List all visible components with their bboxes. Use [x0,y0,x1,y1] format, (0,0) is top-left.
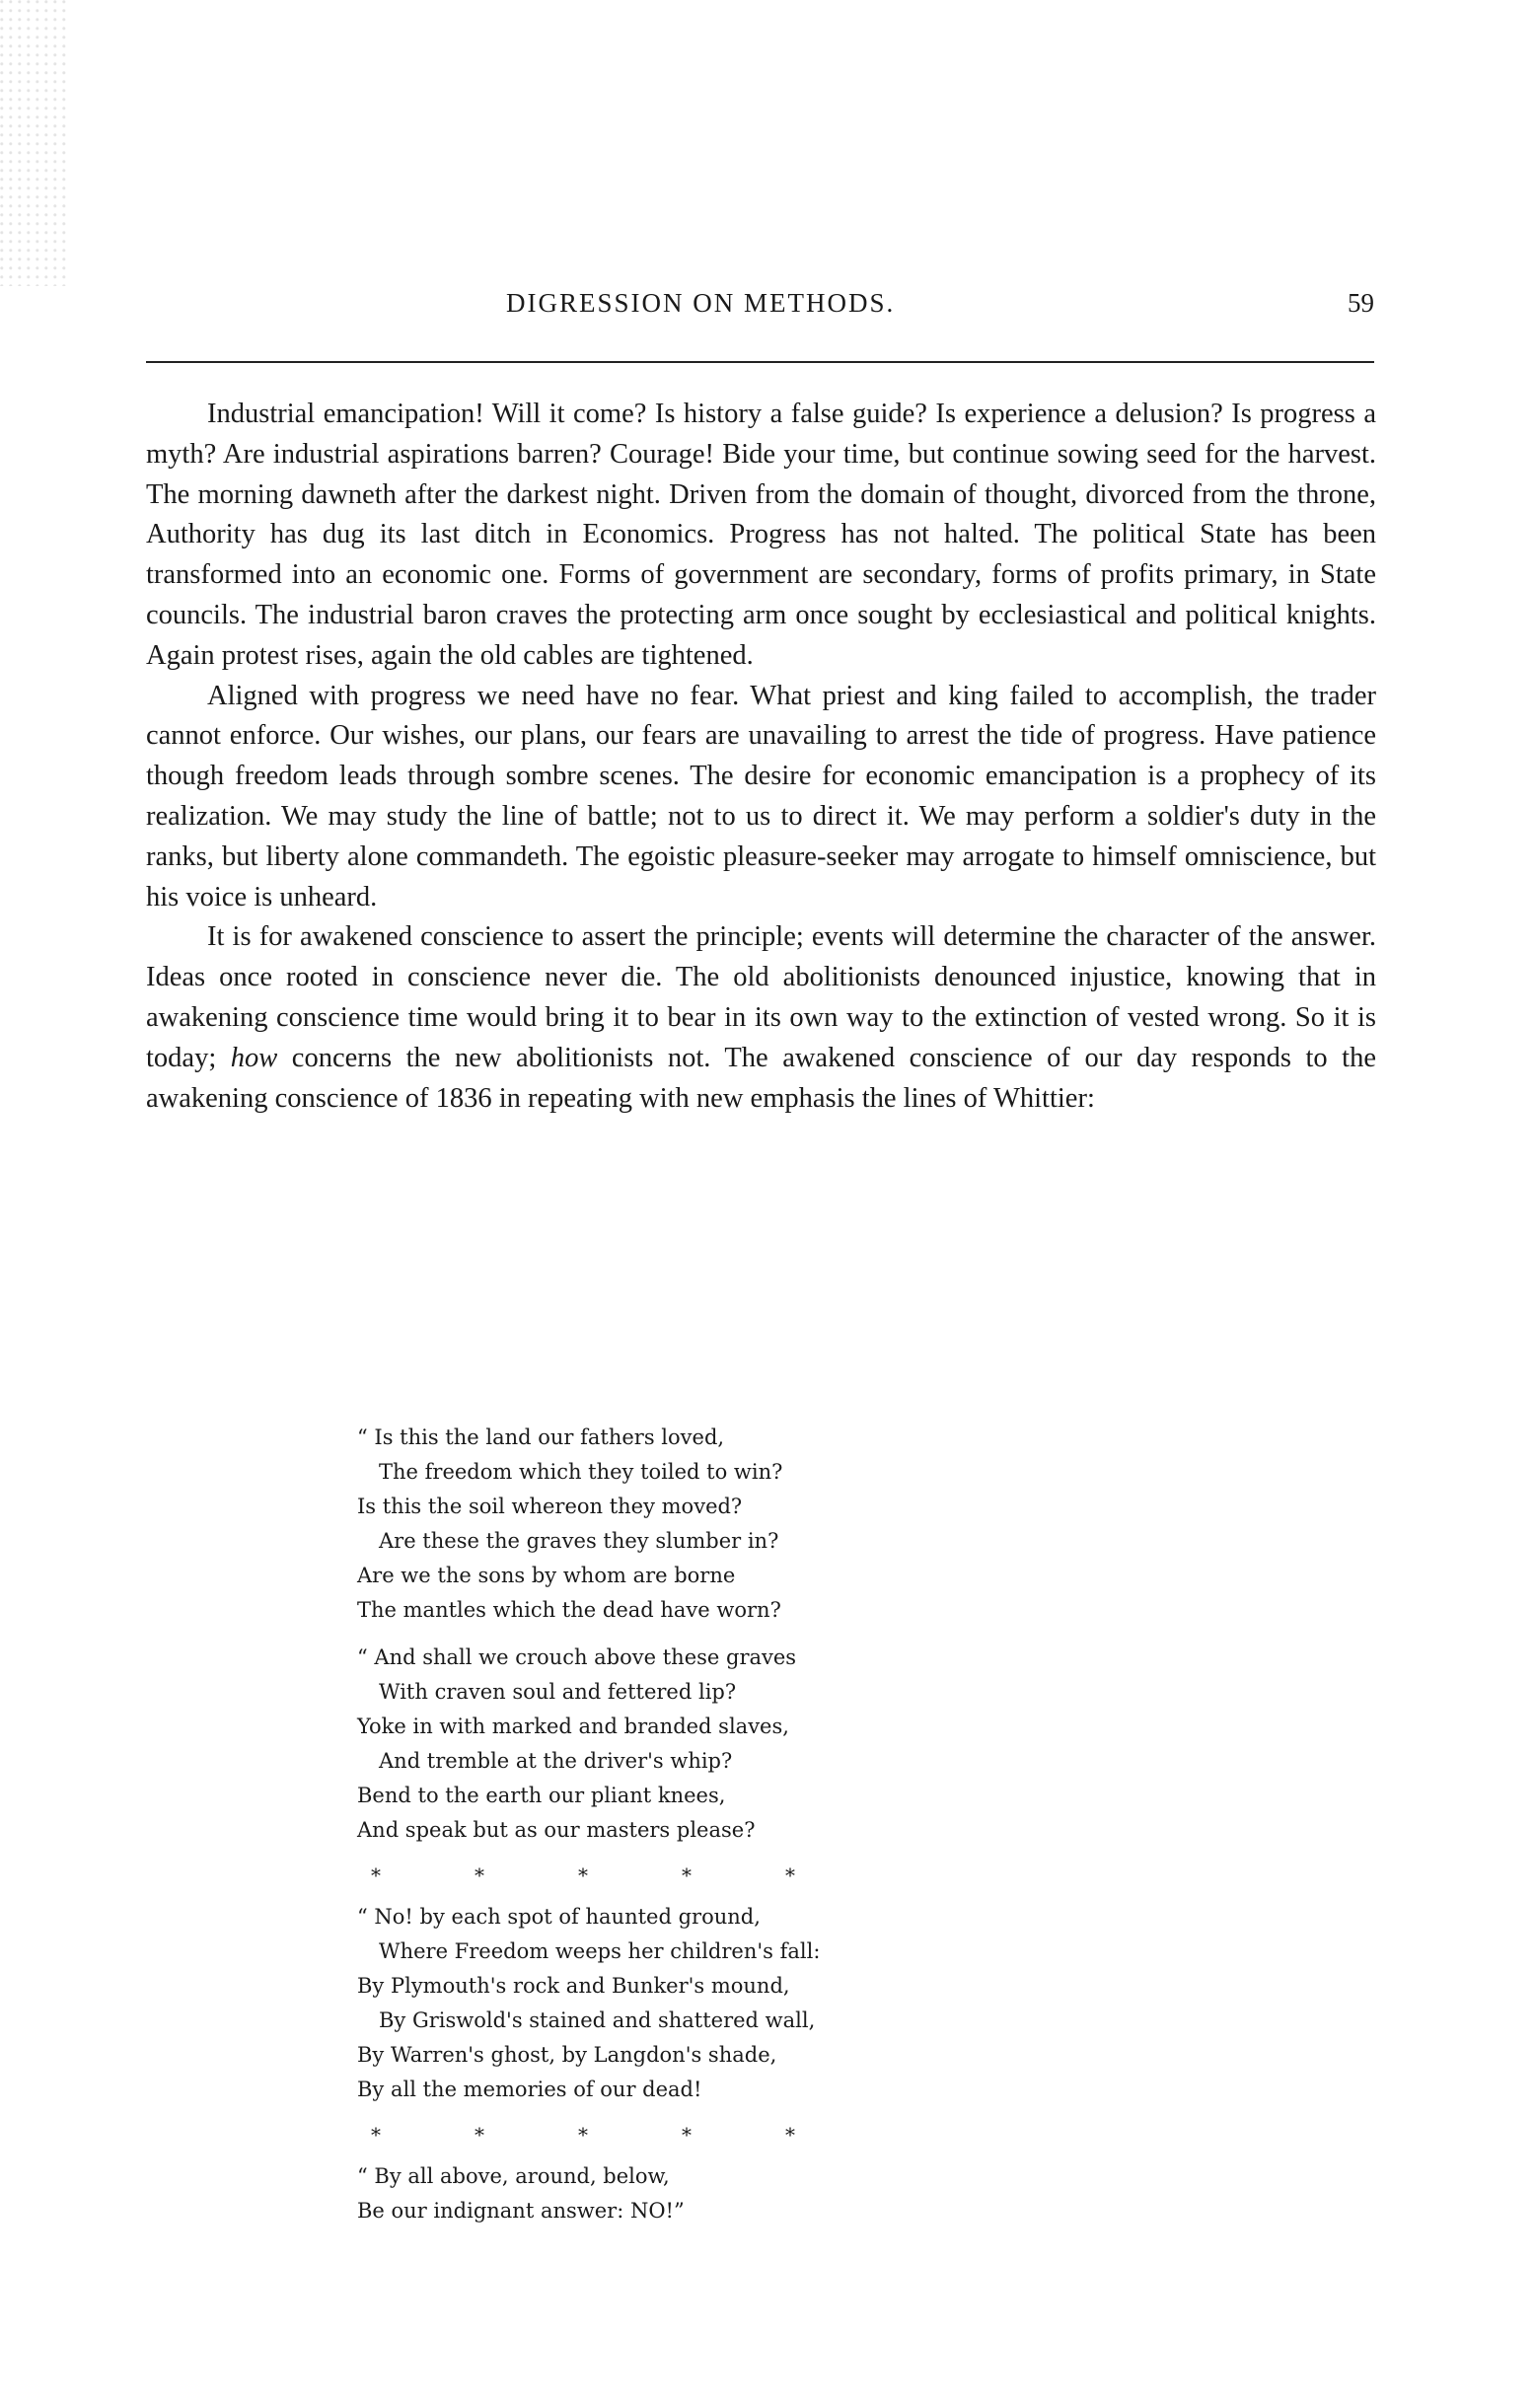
poem-line: Are these the graves they slumber in? [379,1529,779,1553]
star-glyph: * [475,1863,484,1887]
poem-line: Yoke in with marked and branded slaves, [357,1715,789,1738]
poem-line: And speak but as our masters please? [357,1818,756,1842]
scan-noise [0,0,69,286]
stanza-2 [357,1641,820,1848]
poem-line: Be our indignant answer: NO!” [357,2199,685,2223]
paragraph-3 [146,917,1376,1119]
ellipsis-stars [357,1861,795,1890]
chapter-title: DIGRESSION ON METHODS. [506,288,896,318]
poem-line: Where Freedom weeps her children's fall: [379,1939,821,1963]
stanza-3 [357,1900,820,2107]
whittier-poem [357,1421,820,2241]
poem-line: “ And shall we crouch above these graves [357,1645,797,1669]
poem-line: “ No! by each spot of haunted ground, [357,1905,761,1929]
star-glyph: * [785,2123,795,2147]
star-glyph: * [371,1863,381,1887]
star-glyph: * [475,2123,484,2147]
stanza-1 [357,1421,820,1628]
poem-line: The freedom which they toiled to win? [379,1460,783,1484]
star-glyph: * [371,2123,381,2147]
poem-line: By Plymouth's rock and Bunker's mound, [357,1974,790,1998]
poem-line: Bend to the earth our pliant knees, [357,1784,726,1807]
star-glyph: * [682,1863,692,1887]
poem-line: Are we the sons by whom are borne [357,1564,736,1587]
running-head [146,288,1374,328]
poem-line: Is this the soil whereon they moved? [357,1495,743,1518]
paragraph-1: Industrial emancipation! Will it come? Is history a false guide? Is experience a delusion? Is progress a myth? Are industrial aspirations barren? Courage! Bide your time, but continue sowing seed for the harvest. The morning dawneth after the darkest night. Driven from the domain of thought, divorced from the throne, Authority has dug its last ditch in Economics. Progress has not halted. The political State has been transformed into an economic one. Forms of government are secondary, forms of profits primary, in State councils. The industrial baron craves the protecting arm once sought by ecclesiastical and political knights. Again protest rises, again the old cables are tightened. [146,399,1376,671]
ellipsis-stars [357,2120,795,2150]
star-glyph: * [785,1863,795,1887]
star-glyph: * [578,2123,588,2147]
page-number: 59 [1348,288,1374,318]
poem-line: With craven soul and fettered lip? [379,1680,737,1704]
star-glyph: * [682,2123,692,2147]
poem-line: By Griswold's stained and shattered wall, [379,2008,816,2032]
poem-line: “ Is this the land our fathers loved, [357,1425,725,1449]
poem-line: By all the memories of our dead! [357,2078,702,2101]
paragraph-3-part-2: concerns the new abolitionists not. The awakened conscience of our day responds to the awakening conscience of 1836 in repeating with new emphasis the lines of Whittier: [146,1042,1376,1114]
italic-word: how [230,1042,278,1073]
poem-line: By Warren's ghost, by Langdon's shade, [357,2043,777,2067]
poem-line: And tremble at the driver's whip? [379,1749,733,1773]
poem-line: “ By all above, around, below, [357,2164,670,2188]
paragraph-3-part-1: It is for awakened conscience to assert the principle; events will determine the character of the answer. Ideas once rooted in conscience never die. The old abolitionists denounced injustice, knowing that in awakening conscience time would bring it to bear in its own way to the extinction of vested wrong. So it is today; [146,921,1376,1073]
star-glyph: * [578,1863,588,1887]
poem-line: The mantles which the dead have worn? [357,1598,781,1622]
body-text [146,395,1376,1119]
stanza-4 [357,2159,820,2228]
paragraph-2: Aligned with progress we need have no fear. What priest and king failed to accomplish, the trader cannot enforce. Our wishes, our plans, our fears are unavailing to arrest the tide of progress. Have patience though freedom leads through sombre scenes. The desire for economic emancipation is a prophecy of its realization. We may study the line of battle; not to us to direct it. We may perform a soldier's duty in the ranks, but liberty alone commandeth. The egoistic pleasure-seeker may arrogate to himself omniscience, but his voice is unheard. [146,680,1376,912]
header-rule [146,361,1374,363]
